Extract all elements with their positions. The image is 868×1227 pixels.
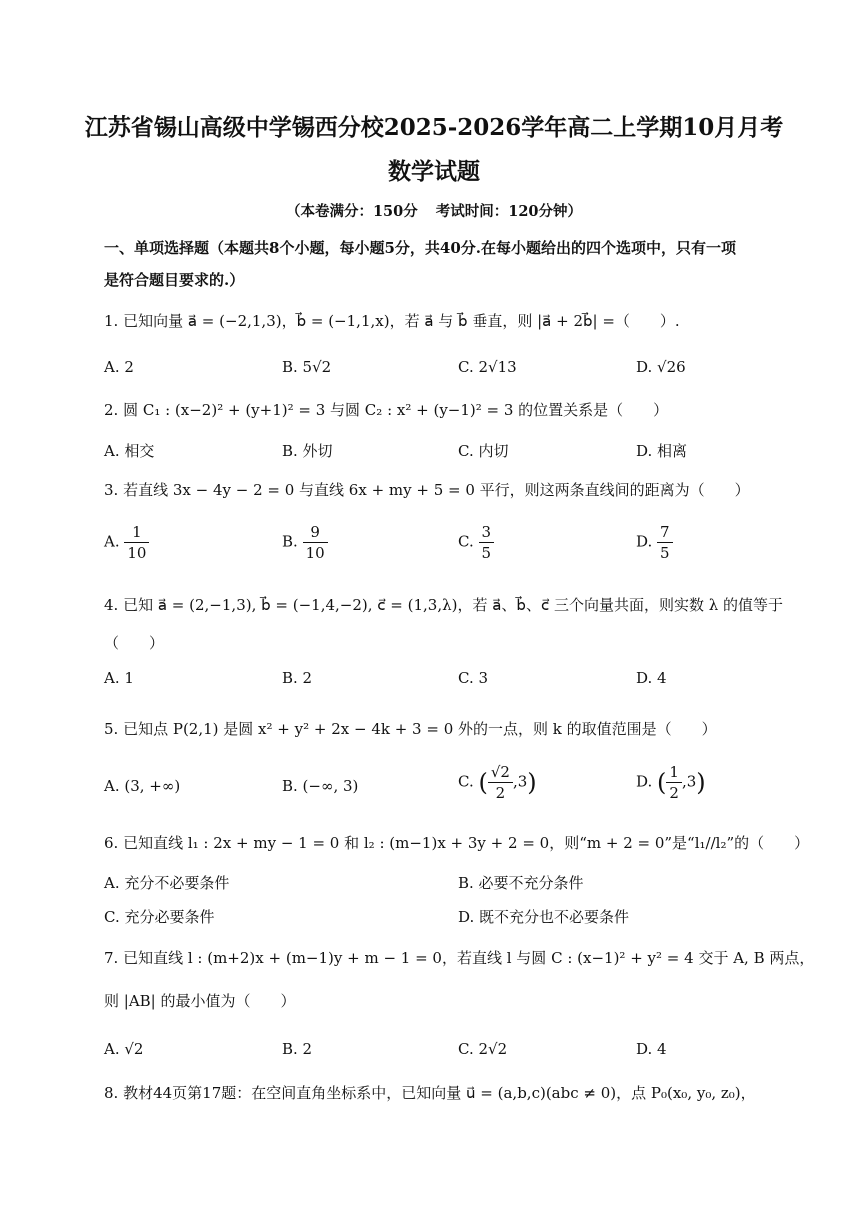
q4-option-a: A. 1	[104, 669, 134, 687]
section-heading-line1: 一、单项选择题（本题共8个小题，每小题5分，共40分.在每小题给出的四个选项中，只有一项	[104, 239, 736, 257]
exam-subtitle: 数学试题	[388, 158, 480, 185]
q5-c-close-paren: )	[527, 768, 537, 797]
q5-option-b: B. (−∞, 3)	[282, 777, 359, 795]
q2-option-c: C. 内切	[458, 442, 509, 460]
question-5-stem: 5. 已知点 P(2,1) 是圆 x² + y² + 2x − 4k + 3 = 0 外的一点，则 k 的取值范围是（ ）	[104, 720, 717, 738]
q3-b-num: 9	[310, 523, 320, 541]
q3-option-c	[458, 522, 494, 563]
full-score: （本卷满分：150分	[285, 203, 418, 220]
section-heading	[104, 232, 766, 296]
q3-c-num: 3	[481, 523, 492, 541]
q6-option-c: C. 充分必要条件	[104, 908, 215, 926]
q2-option-b: B. 外切	[282, 442, 333, 460]
q3-option-b	[282, 522, 328, 563]
q5-d-close-paren: )	[696, 768, 706, 797]
q3-option-a	[104, 522, 149, 563]
q5-d-num: 1	[669, 763, 679, 781]
q3-option-c-label: C.	[458, 532, 474, 551]
q3-a-den: 10	[124, 542, 149, 563]
q5-c-tail: ,3	[512, 772, 528, 791]
question-4-stem: 4. 已知 a⃗ = (2,−1,3), b⃗ = (−1,4,−2), c⃗ = (1,3,λ)，若 a⃗、b⃗、c⃗ 三个向量共面，则实数 λ 的值等于	[104, 596, 784, 614]
q1-option-a: A. 2	[104, 358, 134, 376]
q3-option-b-label: B.	[282, 532, 298, 551]
q1-option-d: D. √26	[636, 358, 686, 376]
q5-d-tail: ,3	[681, 772, 697, 791]
question-8-stem: 8. 教材44页第17题：在空间直角坐标系中，已知向量 u⃗ = (a,b,c)(abc ≠ 0)，点 P₀(x₀, y₀, z₀)，	[104, 1084, 756, 1102]
q5-option-d-fraction	[666, 762, 682, 803]
question-6-stem: 6. 已知直线 l₁ : 2x + my − 1 = 0 和 l₂ : (m−1)x + 3y + 2 = 0，则“m + 2 = 0”是“l₁//l₂”的（ ）	[104, 834, 810, 852]
q5-d-open-paren: (	[657, 768, 667, 797]
q5-option-c-label: C.	[458, 772, 474, 791]
q3-a-num: 1	[132, 523, 142, 541]
q3-option-b-fraction	[303, 522, 328, 563]
q3-option-d-fraction	[657, 522, 673, 563]
q4-option-d: D. 4	[636, 669, 667, 687]
question-1-stem: 1. 已知向量 a⃗ = (−2,1,3)，b⃗ = (−1,1,x)，若 a⃗ 与 b⃗ 垂直，则 |a⃗ + 2b⃗| =（ ）.	[104, 312, 680, 330]
q6-option-d: D. 既不充分也不必要条件	[458, 908, 630, 926]
q5-option-d	[636, 762, 706, 803]
q5-d-den: 2	[666, 782, 682, 803]
q5-option-c	[458, 762, 537, 803]
question-2-stem: 2. 圆 C₁ : (x−2)² + (y+1)² = 3 与圆 C₂ : x² + (y−1)² = 3 的位置关系是（ ）	[104, 401, 669, 419]
q3-d-den: 5	[657, 542, 673, 563]
question-4-stem-cont: （ ）	[104, 634, 165, 652]
q2-option-a: A. 相交	[104, 442, 155, 460]
q3-b-den: 10	[303, 542, 328, 563]
q5-c-open-paren: (	[478, 768, 488, 797]
q3-c-den: 5	[479, 542, 495, 563]
q5-c-num: √2	[490, 763, 510, 781]
exam-title: 江苏省锡山高级中学锡西分校2025-2026学年高二上学期10月月考	[84, 114, 784, 141]
q5-option-c-fraction	[488, 762, 513, 803]
q6-option-b: B. 必要不充分条件	[458, 874, 584, 892]
q7-option-a: A. √2	[104, 1040, 144, 1058]
q6-option-a: A. 充分不必要条件	[104, 874, 230, 892]
q3-d-num: 7	[660, 523, 670, 541]
q4-option-c: C. 3	[458, 669, 489, 687]
exam-meta	[0, 200, 868, 221]
q5-option-d-label: D.	[636, 772, 653, 791]
q5-c-den: 2	[488, 782, 513, 803]
question-7-stem: 7. 已知直线 l : (m+2)x + (m−1)y + m − 1 = 0，若直线 l 与圆 C : (x−1)² + y² = 4 交于 A, B 两点，	[104, 949, 815, 967]
q1-option-c: C. 2√13	[458, 358, 517, 376]
q4-option-b: B. 2	[282, 669, 313, 687]
question-7-stem-cont: 则 |AB| 的最小值为（ ）	[104, 992, 296, 1010]
section-heading-line2: 是符合题目要求的.）	[104, 271, 245, 289]
q5-option-a: A. (3, +∞)	[104, 777, 181, 795]
q7-option-b: B. 2	[282, 1040, 313, 1058]
exam-time: 考试时间：120分钟）	[435, 203, 583, 220]
q3-option-c-fraction	[479, 522, 495, 563]
q3-option-d	[636, 522, 673, 563]
question-3-stem: 3. 若直线 3x − 4y − 2 = 0 与直线 6x + my + 5 = 0 平行，则这两条直线间的距离为（ ）	[104, 481, 750, 499]
q7-option-d: D. 4	[636, 1040, 667, 1058]
q3-option-d-label: D.	[636, 532, 653, 551]
q7-option-c: C. 2√2	[458, 1040, 508, 1058]
q3-option-a-fraction	[124, 522, 149, 563]
q1-option-b: B. 5√2	[282, 358, 332, 376]
q3-option-a-label: A.	[104, 532, 120, 551]
q2-option-d: D. 相离	[636, 442, 688, 460]
